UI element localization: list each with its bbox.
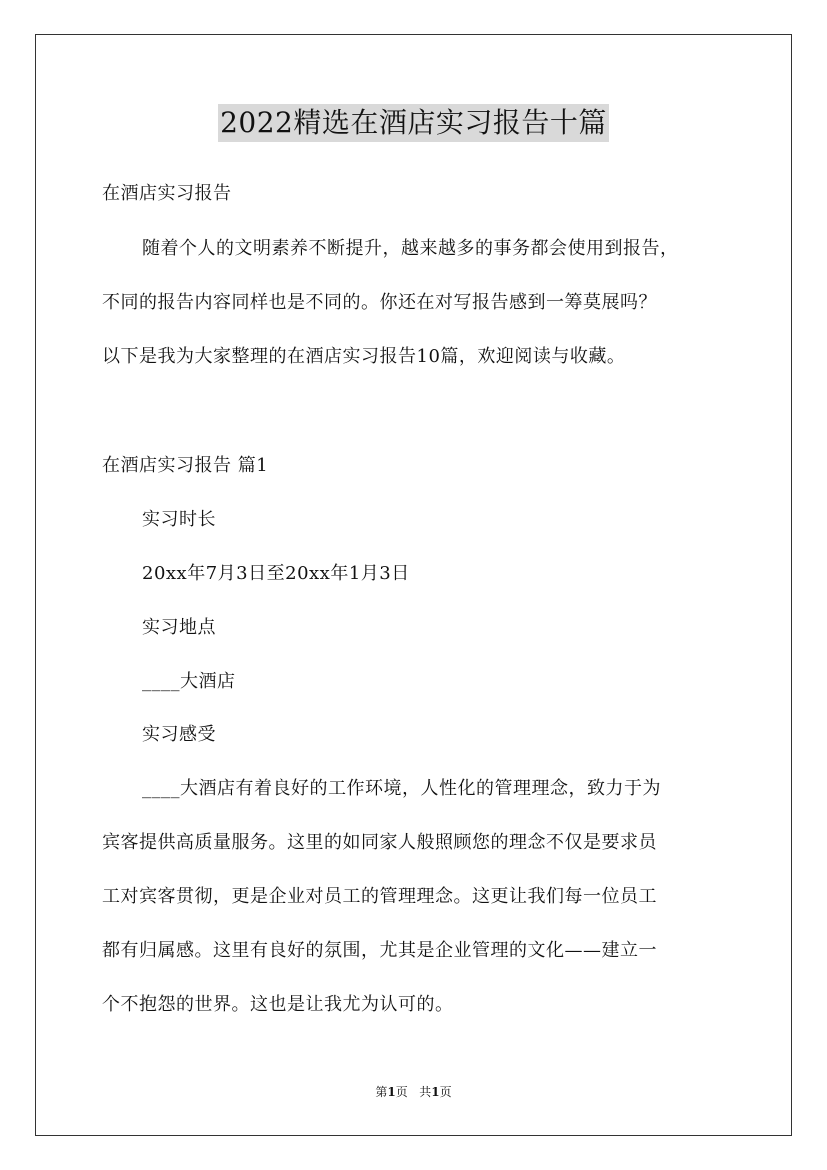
feeling-line-4: 都有归属感。这里有良好的氛围，尤其是企业管理的文化——建立一 (102, 940, 657, 961)
document-title: 2022精选在酒店实习报告十篇 (218, 104, 609, 142)
feeling-line-3: 工对宾客贯彻，更是企业对员工的管理理念。这更让我们每一位员工 (102, 886, 657, 907)
total-suffix: 页 (439, 1085, 452, 1099)
duration-label: 实习时长 (142, 509, 216, 530)
page-prefix: 第 (375, 1085, 388, 1099)
page-suffix: 页 (395, 1085, 408, 1099)
section-heading: 在酒店实习报告 篇1 (102, 455, 269, 476)
total-pages: 1 (431, 1085, 440, 1099)
location-value: ____大酒店 (142, 671, 236, 692)
page-number: 1 (387, 1085, 396, 1099)
total-prefix: 共 (419, 1085, 432, 1099)
page-footer (0, 1084, 827, 1100)
intro-line-2: 不同的报告内容同样也是不同的。你还在对写报告感到一筹莫展吗？ (102, 292, 657, 313)
feeling-label: 实习感受 (142, 724, 216, 745)
feeling-line-2: 宾客提供高质量服务。这里的如同家人般照顾您的理念不仅是要求员 (102, 832, 657, 853)
feeling-line-1: ____大酒店有着良好的工作环境，人性化的管理理念，致力于为 (142, 778, 661, 799)
duration-value: 20xx年7月3日至20xx年1月3日 (142, 563, 410, 584)
intro-line-1: 随着个人的文明素养不断提升，越来越多的事务都会使用到报告， (142, 238, 679, 259)
location-label: 实习地点 (142, 617, 216, 638)
intro-heading: 在酒店实习报告 (102, 183, 232, 204)
feeling-line-5: 个不抱怨的世界。这也是让我尤为认可的。 (102, 994, 454, 1015)
intro-line-3: 以下是我为大家整理的在酒店实习报告10篇，欢迎阅读与收藏。 (102, 346, 626, 367)
